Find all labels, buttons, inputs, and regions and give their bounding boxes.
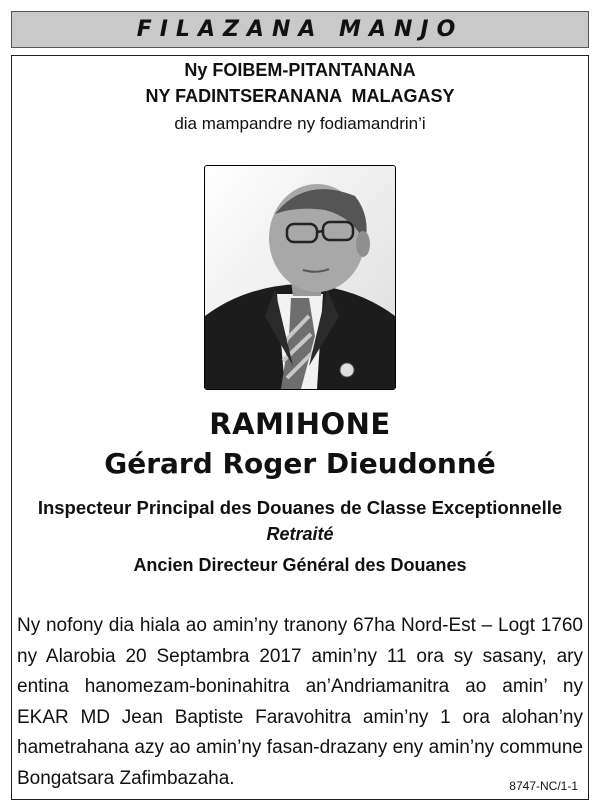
page-title: FILAZANA MANJO (136, 17, 464, 42)
deceased-title: Inspecteur Principal des Douanes de Classe Exceptionnelle (37, 497, 563, 518)
header-bar (11, 11, 589, 48)
deceased-status: Retraité (266, 524, 334, 544)
deceased-surname: RAMIHONE (209, 407, 391, 441)
intro-text: dia mampandre ny fodiamandrin’i (174, 114, 426, 133)
portrait-photo (204, 165, 396, 390)
organization-line-1: Ny FOIBEM-PITANTANANA (184, 60, 416, 80)
deceased-former-role: Ancien Directeur Général des Douanes (133, 555, 467, 575)
notice-body: Ny nofony dia hiala ao amin’ny tranony 67ha Nord-Est – Logt 1760 ny Alarobia 20 Septambra 2017 amin’ny 11 ora sy sasany, ary entina hanomezam-boninahitra an’Andriamanitra ao amin’ ny EKAR MD Jean Baptiste Faravohitra amin’ny 1 ora alohan’ny hametrahana azy ao amin’ny fasan-drazany eny amin’ny commune Bongatsara Zafimbazaha. (17, 615, 583, 789)
reference-code: 8747-NC/1-1 (509, 779, 578, 793)
portrait-image (205, 166, 395, 389)
organization-line-2: NY FADINTSERANANA MALAGASY (145, 86, 455, 106)
deceased-given-names: Gérard Roger Dieudonné (104, 447, 496, 480)
